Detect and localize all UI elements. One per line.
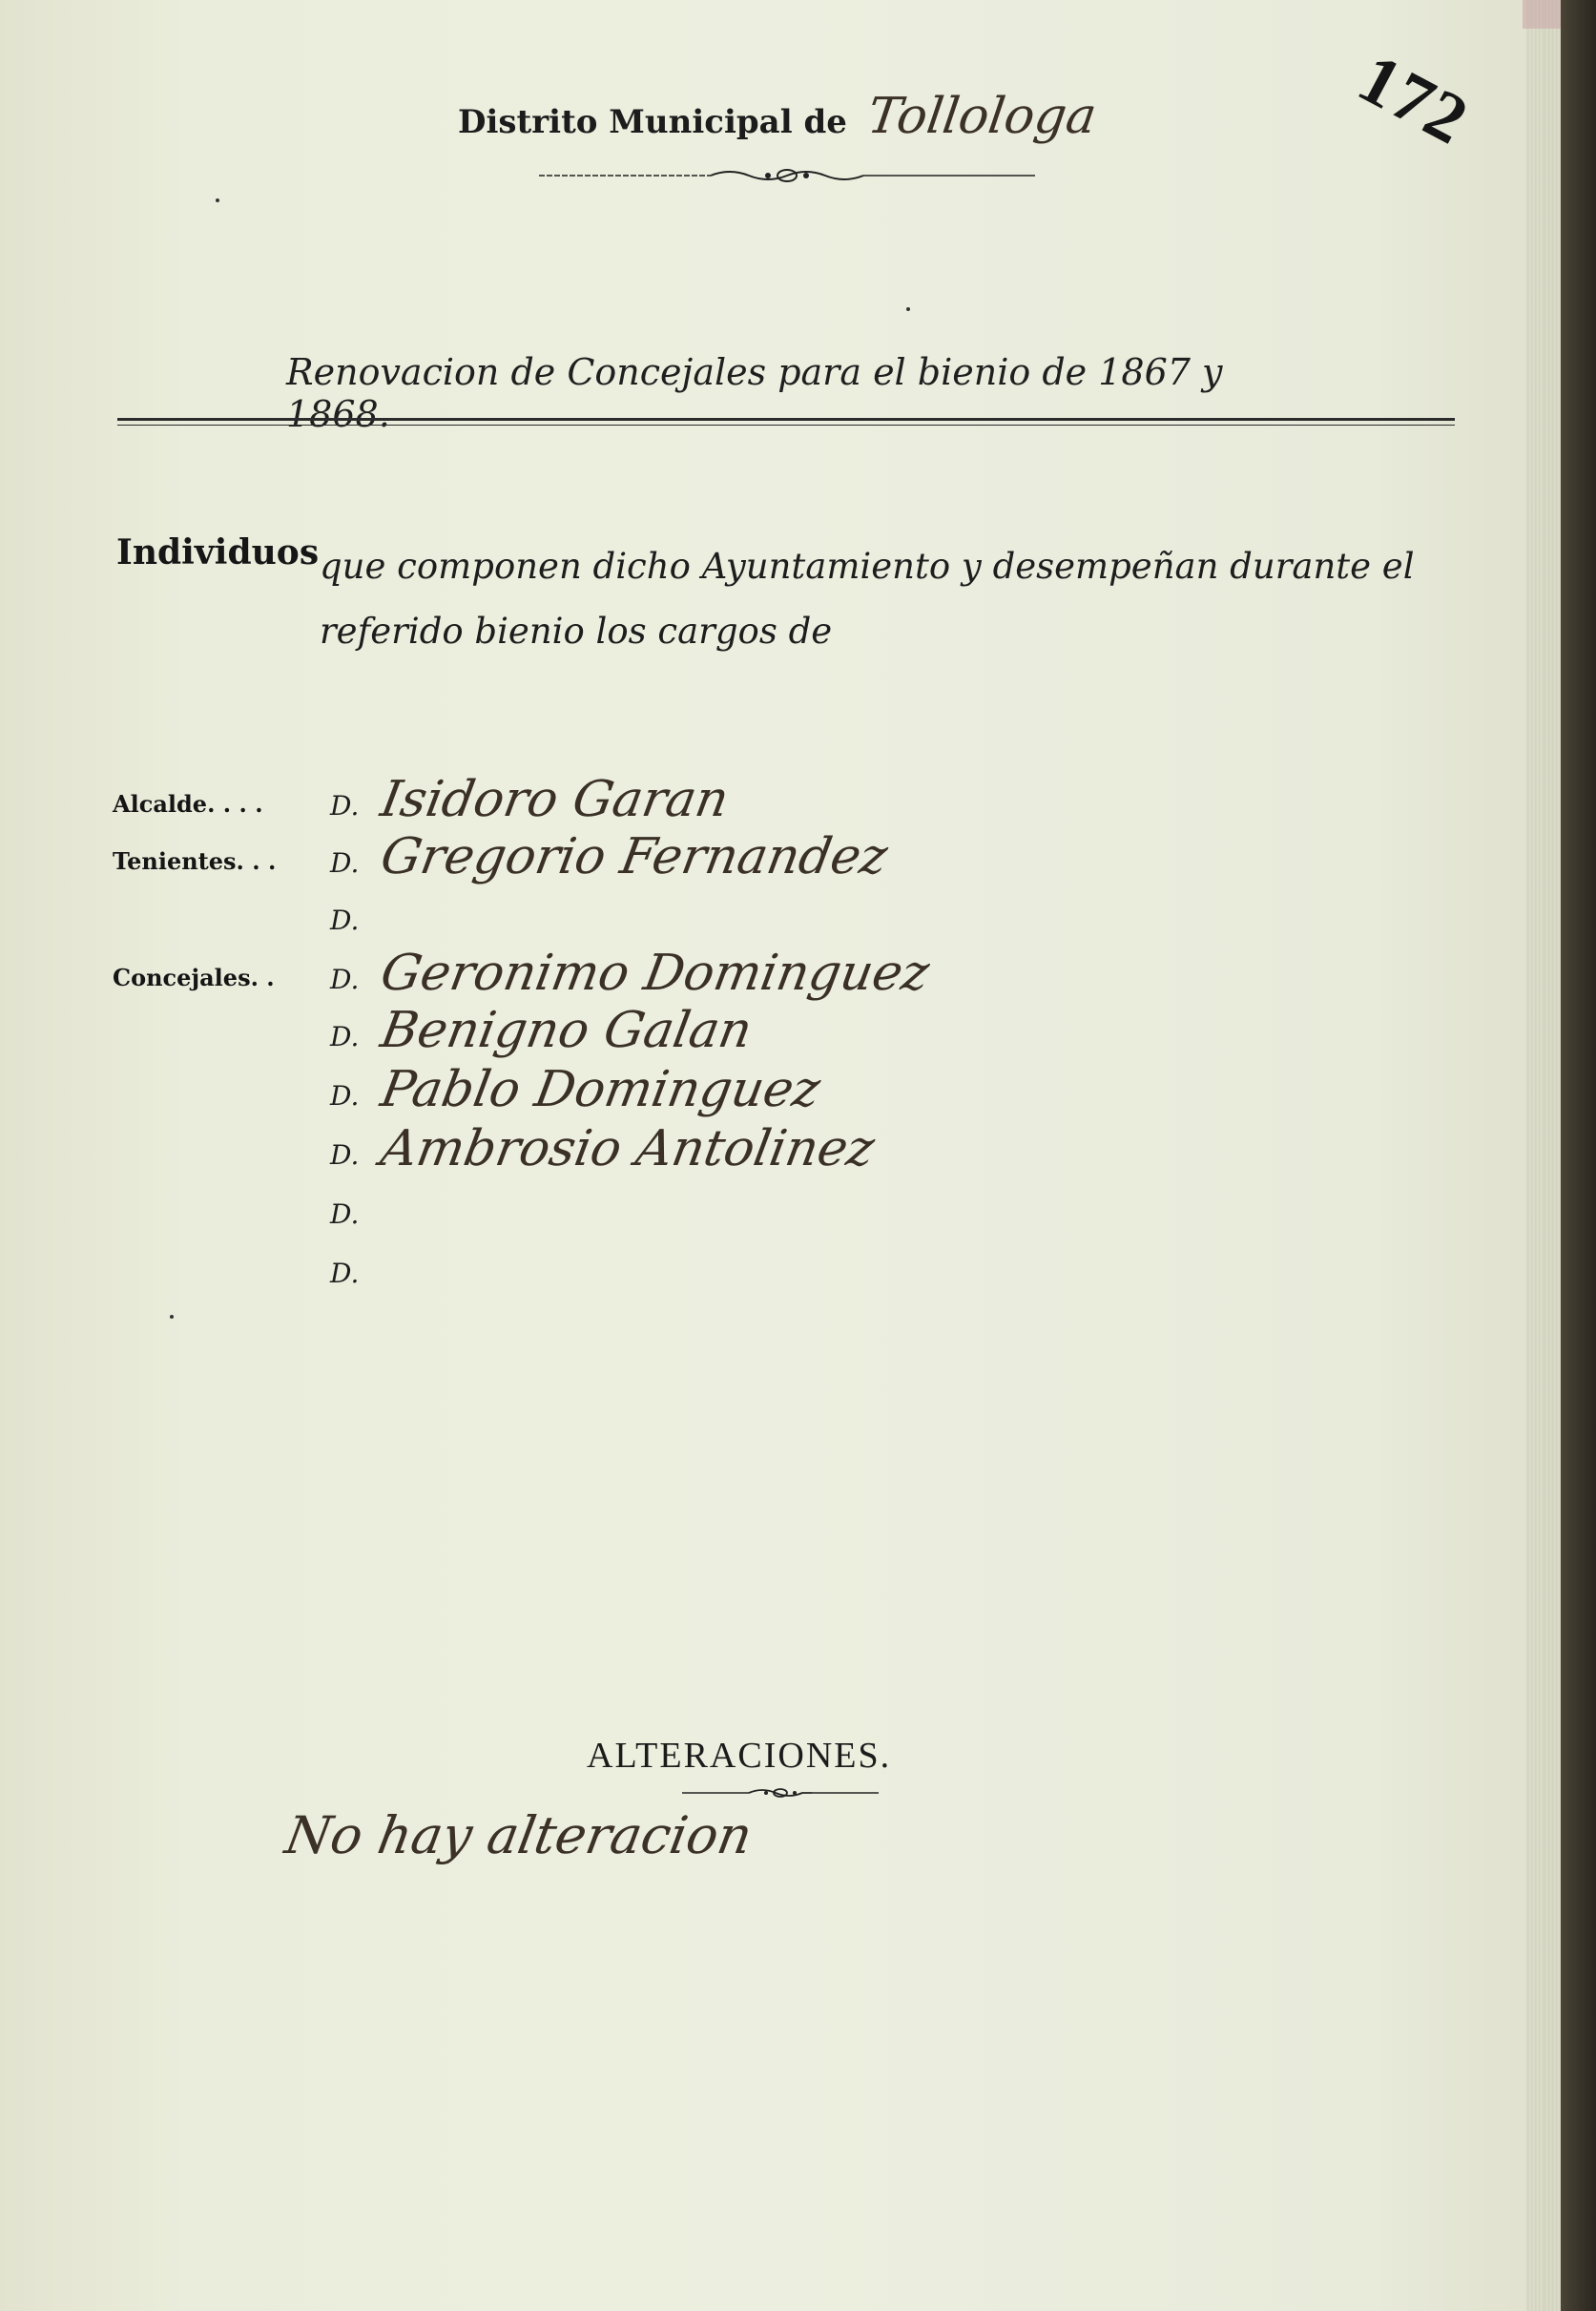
page-number: 172 (1346, 38, 1482, 161)
page-edge (1526, 0, 1544, 2311)
member-row (0, 771, 1145, 828)
member-name: Isidoro Garan (376, 771, 734, 828)
renewal-subtitle: Renovacion de Concejales para el bienio de 1867 y 1868. (286, 351, 1223, 435)
don-prefix: D. (330, 1080, 360, 1112)
handwritten-place-name: Tollologa (863, 88, 1100, 145)
member-name: Pablo Dominguez (376, 1061, 825, 1118)
don-prefix: D. (330, 1021, 360, 1052)
member-name: Geronimo Dominguez (376, 945, 934, 1002)
don-prefix: D. (330, 790, 360, 822)
header-ornament (539, 164, 1035, 187)
alterations-note: No hay alteracion (280, 1805, 757, 1865)
paper-speck (216, 198, 219, 202)
member-name: Gregorio Fernandez (376, 828, 892, 885)
alterations-title: ALTERACIONES. (587, 1736, 892, 1776)
don-prefix: D. (330, 847, 360, 879)
role-label: Tenientes. . . (113, 847, 277, 875)
scan-background (1561, 0, 1596, 2311)
paper-speck (906, 307, 910, 311)
don-prefix: D. (330, 1258, 360, 1289)
page-edge (1544, 0, 1561, 2311)
member-row (0, 893, 1145, 941)
paper-speck (170, 1315, 174, 1319)
role-label: Concejales. . (113, 964, 275, 991)
don-prefix: D. (330, 1139, 360, 1171)
intro-text: que componen dicho Ayuntamiento y desempeñan durante el referido bienio los cargos de (320, 546, 1415, 652)
member-row (0, 945, 1145, 1002)
member-name: Benigno Galan (376, 1002, 757, 1059)
member-row (0, 1061, 1145, 1118)
member-row (0, 1246, 1145, 1294)
alterations-ornament (682, 1784, 879, 1801)
district-heading: Distrito Municipal de (458, 103, 847, 141)
member-row (0, 1002, 1145, 1059)
double-divider (117, 418, 1455, 429)
member-row (0, 828, 1145, 885)
member-name: Ambrosio Antolinez (376, 1120, 879, 1177)
don-prefix: D. (330, 1198, 360, 1230)
binding-edge (1523, 0, 1561, 29)
don-prefix: D. (330, 964, 360, 995)
role-label: Alcalde. . . . (113, 790, 263, 818)
member-row (0, 1187, 1145, 1235)
individuos-label: Individuos (116, 532, 320, 573)
don-prefix: D. (330, 905, 360, 936)
member-row (0, 1120, 1145, 1177)
